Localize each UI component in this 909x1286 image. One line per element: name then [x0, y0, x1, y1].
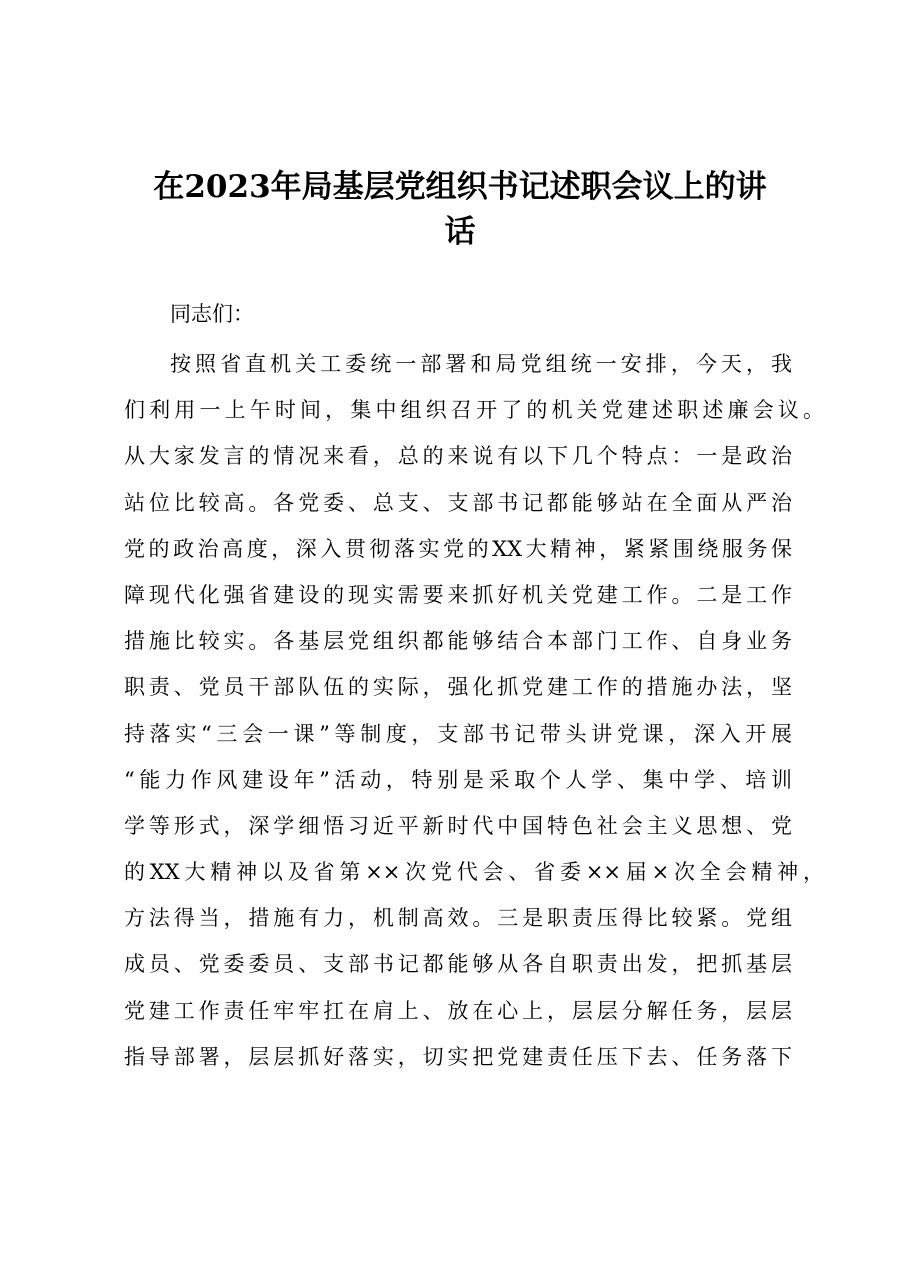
body-line: 学等形式，深学细悟习近平新时代中国特色社会主义思想、党 — [124, 813, 792, 838]
body-line: 们利用一上午时间，集中组织召开了的机关党建述职述廉会议。 — [124, 398, 824, 423]
body-line: 党的政治高度，深入贯彻落实党的XX大精神，紧紧围绕服务保 — [124, 536, 792, 561]
body-line: 成员、党委委员、支部书记都能够从各自职责出发，把抓基层 — [124, 952, 792, 977]
body-line: 站位比较高。各党委、总支、支部书记都能够站在全面从严治 — [124, 490, 792, 515]
body-line: 按照省直机关工委统一部署和局党组统一安排，今天，我 — [170, 352, 792, 376]
title-line-1: 在2023年局基层党组织书记述职会议上的讲 — [153, 169, 767, 205]
title-line-2: 话 — [444, 214, 476, 250]
body-line: 从大家发言的情况来看，总的来说有以下几个特点：一是政治 — [124, 444, 792, 469]
body-line: 方法得当，措施有力，机制高效。三是职责压得比较紧。党组 — [124, 906, 792, 931]
body-line: 障现代化强省建设的现实需要来抓好机关党建工作。二是工作 — [124, 582, 792, 607]
body-paragraph — [124, 347, 824, 1086]
body-line: 的XX大精神以及省第××次党代会、省委××届×次全会精神， — [124, 860, 824, 885]
body-line: 措施比较实。各基层党组织都能够结合本部门工作、自身业务 — [124, 629, 792, 654]
salutation: 同志们： — [170, 302, 254, 326]
body-line: 职责、党员干部队伍的实际，强化抓党建工作的措施办法，坚 — [124, 675, 792, 700]
document-title — [120, 165, 800, 255]
body-line: 持落实“三会一课”等制度，支部书记带头讲党课，深入开展 — [124, 721, 792, 746]
body-line: “能力作风建设年”活动，特别是采取个人学、集中学、培训 — [124, 767, 792, 792]
body-line: 党建工作责任牢牢扛在肩上、放在心上，层层分解任务，层层 — [124, 998, 792, 1023]
body-line: 指导部署，层层抓好落实，切实把党建责任压下去、任务落下 — [124, 1044, 792, 1069]
